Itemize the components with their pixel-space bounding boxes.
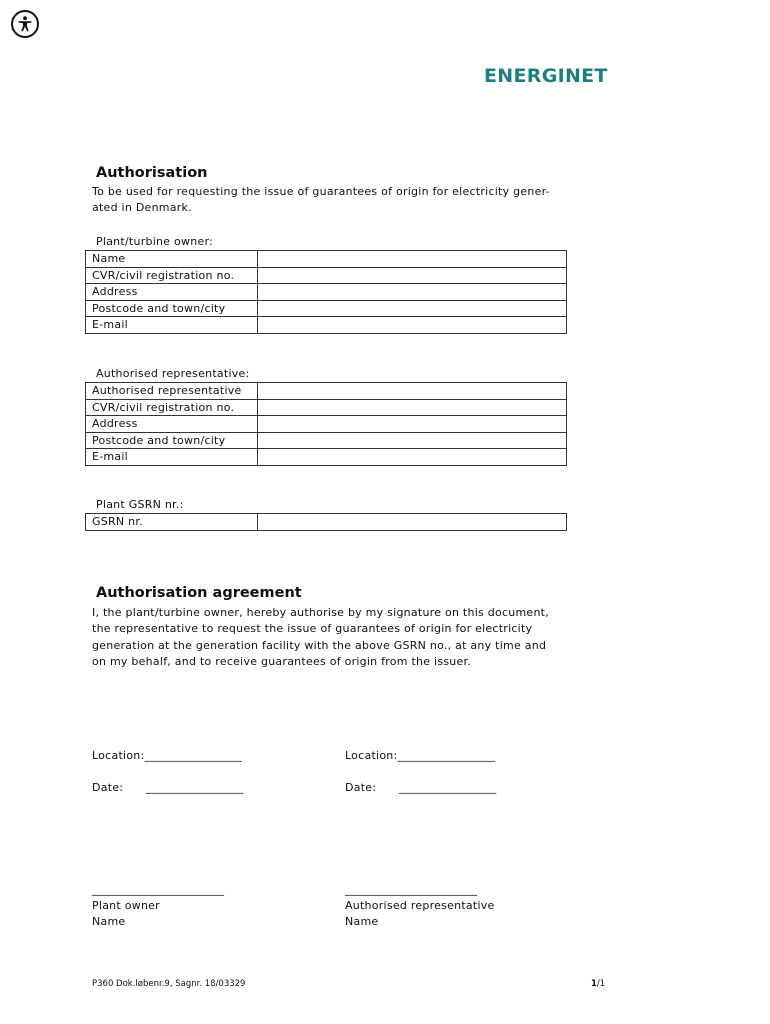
agreement-title: Authorisation agreement [96,585,302,601]
agreement-line: the representative to request the issue of guarantees of origin for electricity [92,622,533,636]
field-label: Name [86,251,258,268]
field-label: Postcode and town/city [86,432,258,449]
agreement-line: I, the plant/turbine owner, hereby authorise by my signature on this document, [92,606,549,619]
table-row [86,267,567,284]
page-total: /1 [596,979,606,989]
table-row [86,300,567,317]
rep-table [85,382,567,466]
table-row [86,432,567,449]
table-row [86,284,567,301]
date-field-rep[interactable]: Date: _________________ [345,781,497,794]
owner-cvr-field[interactable] [258,267,567,284]
rep-role-label: Authorised representative [345,899,495,912]
accessibility-person-icon [16,15,34,33]
energinet-logo: ENERGINET [484,65,608,87]
gsrn-section-label: Plant GSRN nr.: [96,498,184,511]
owner-name-label: Name [92,915,126,928]
rep-cvr-field[interactable] [258,399,567,416]
table-row [86,399,567,416]
field-label: Postcode and town/city [86,300,258,317]
rep-address-field[interactable] [258,416,567,433]
owner-address-field[interactable] [258,284,567,301]
agreement-line: on my behalf, and to receive guarantees of origin from the issuer. [92,654,472,668]
agreement-text [92,605,572,670]
page-title: Authorisation [96,165,208,181]
signature-line-rep[interactable]: _______________________ [345,883,478,896]
date-field-owner[interactable]: Date: _________________ [92,781,244,794]
owner-postcode-field[interactable] [258,300,567,317]
rep-section-label: Authorised representative: [96,367,250,380]
location-field-owner[interactable]: Location:_________________ [92,749,243,762]
gsrn-table [85,513,567,531]
table-row [86,317,567,334]
gsrn-field[interactable] [258,514,567,531]
owner-table [85,250,567,334]
agreement-line: generation at the generation facility with the above GSRN no., at any time and [92,638,547,652]
owner-email-field[interactable] [258,317,567,334]
table-row [86,514,567,531]
field-label: CVR/civil registration no. [86,399,258,416]
field-label: Address [86,284,258,301]
intro-text: To be used for requesting the issue of guarantees of origin for electricity gener-ated in Denmark. [92,185,550,215]
field-label: Address [86,416,258,433]
table-row [86,449,567,466]
signature-line-owner[interactable]: _______________________ [92,883,225,896]
rep-postcode-field[interactable] [258,432,567,449]
field-label: GSRN nr. [86,514,258,531]
document-reference: P360 Dok.løbenr.9, Sagnr. 18/03329 [92,979,246,989]
owner-name-field[interactable] [258,251,567,268]
table-row [86,251,567,268]
owner-section-label: Plant/turbine owner: [96,235,214,248]
field-label: E-mail [86,449,258,466]
rep-name-field[interactable] [258,383,567,400]
owner-role-label: Plant owner [92,899,160,912]
page-current: 1 [591,979,597,989]
accessibility-button[interactable] [11,10,39,38]
field-label: CVR/civil registration no. [86,267,258,284]
field-label: E-mail [86,317,258,334]
table-row [86,416,567,433]
location-field-rep[interactable]: Location:_________________ [345,749,496,762]
table-row [86,383,567,400]
rep-name-label: Name [345,915,379,928]
rep-email-field[interactable] [258,449,567,466]
field-label: Authorised representative [86,383,258,400]
page-number [591,979,605,989]
